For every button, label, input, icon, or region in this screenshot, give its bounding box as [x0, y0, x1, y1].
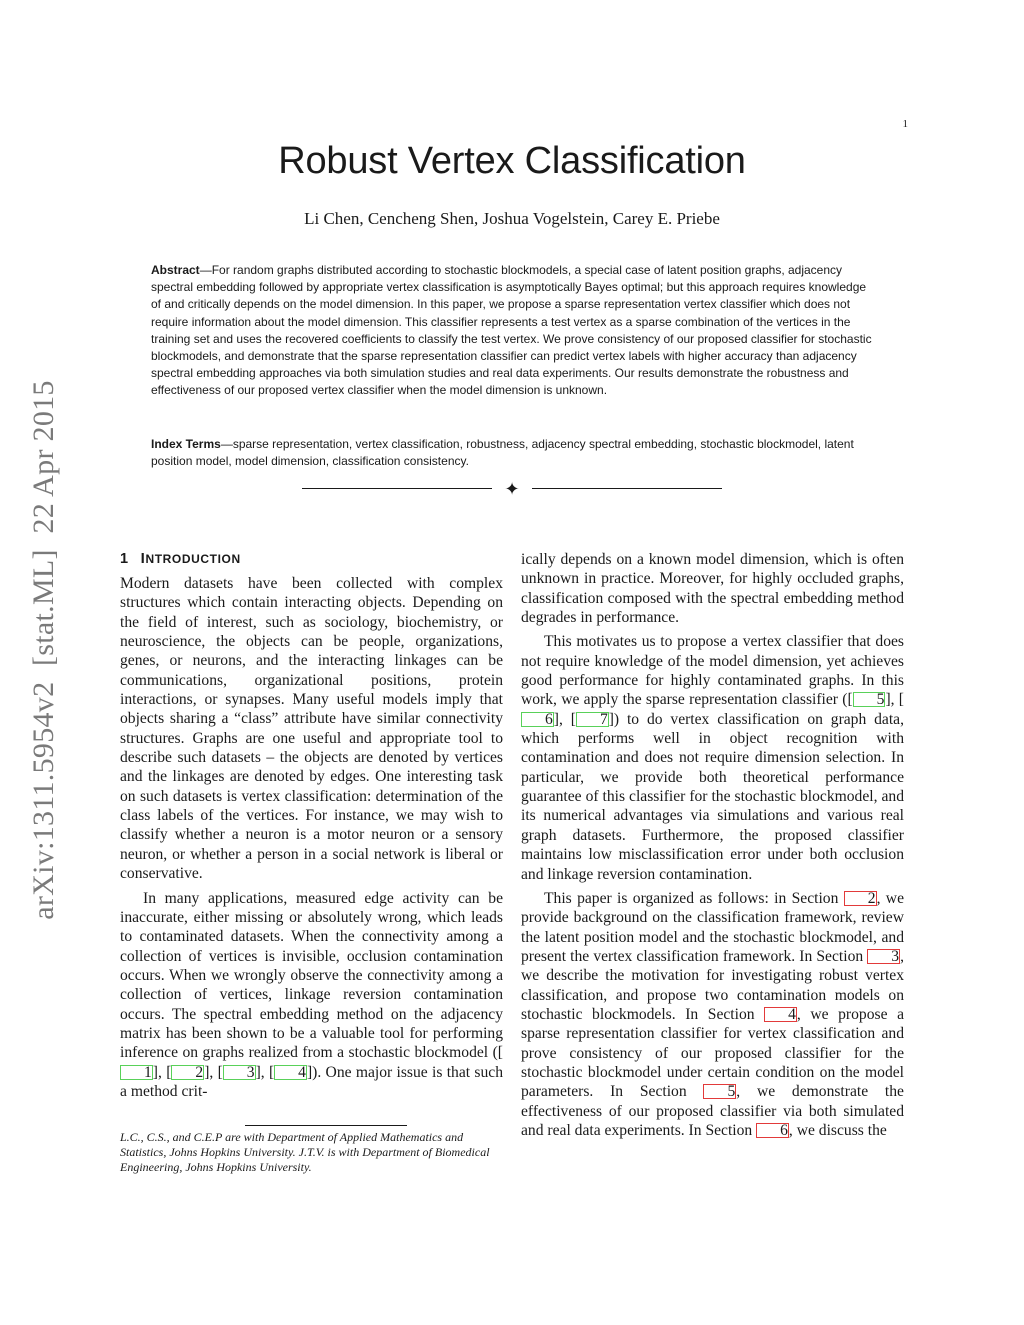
intro-paragraph-2-text: In many applications, measured edge activity can be inaccurate, either missing or absolutely wrong, which leads to contaminated datasets. When the connectivity among a collection of vertices is invisible, occlusion contamination occurs. When we wrongly observe the connectivity among a collection of vertices, linkage reversion contamination occurs. The spectral embedding method on the adjacency matrix has been shown to be a valuable tool for performing inference on graphs realized from a stochastic blockmodel ([	[120, 889, 503, 1062]
section-ref-link[interactable]: 6	[756, 1123, 789, 1138]
outline-text-f: , we discuss the	[788, 1121, 887, 1139]
index-terms	[151, 436, 876, 470]
outline-text-e: , we demonstrate the effectiveness of our proposed classifier via both simulated and real data experiments. In Section	[521, 1083, 904, 1139]
abstract-label: Abstract	[151, 263, 200, 277]
intro-paragraph-1: Modern datasets have been collected with complex structures which contain interacting objects. Depending on the field of interest, such as sociology, biochemistry, or neuroscience, the objects can be people, organizations, genes, or neurons, and the interacting linkages can be communications, organizational positions, protein interactions, or synapses. Many useful models imply that objects sharing a “class” attribute have similar connectivity structures. Graphs are one useful and appropriate tool to describe such datasets – the objects are denoted by vertices and the linkages are denoted by edges. One interesting task on such datasets is vertex classification: determination of the class labels of the vertices. For instance, we may wish to classify whether a neuron is a motor neuron or a sensory neuron, or whether a person in a social network is liberal or conservative.	[120, 575, 503, 883]
intro-paragraph-3: ically depends on a known model dimension, which is often unknown in practice. Moreover, for highly occluded graphs, classification composed with the spectral embedding method degrades in performance.	[521, 551, 904, 627]
separator-rule-right	[532, 488, 722, 489]
citation-link[interactable]: 7	[576, 712, 609, 727]
separator-diamond-icon: ✦	[504, 479, 520, 499]
index-terms-text: —sparse representation, vertex classification, robustness, adjacency spectral embedding, stochastic blockmodel, latent position model, model dimension, classification consistency.	[151, 437, 854, 469]
author-list: Li Chen, Cencheng Shen, Joshua Vogelstein, Carey E. Priebe	[304, 209, 720, 228]
citation-link[interactable]: 4	[274, 1065, 307, 1080]
section-ref-link[interactable]: 4	[764, 1007, 797, 1022]
intro-paragraph-2-tail: ]). One major issue is that such a method crit-	[120, 1063, 503, 1100]
outline-text-a: This paper is organized as follows: in Section	[544, 889, 844, 907]
intro-paragraph-2: In many applications, measured edge activity can be inaccurate, either missing or absolutely wrong, which leads to contaminated datasets. When the connectivity among a collection of vertices is invisible, occlusion contamination occurs. When we wrongly observe the connectivity among a collection of vertices, linkage reversion contamination occurs. The spectral embedding method on the adjacency matrix has been shown to be a valuable tool for performing inference on graphs realized from a stochastic blockmodel ([1], [ 2], [ 3], [ 4]). One major issue is that such a method crit-	[120, 889, 503, 1100]
outline-text-d: , we propose a sparse representation classifier for vertex classification and prove consistency of our proposed classifier for the stochastic blockmodel under certain condition on the model parameters. In Section	[521, 1005, 904, 1101]
intro-paragraph-5	[521, 889, 904, 1140]
affiliation-footnote: L.C., C.S., and C.E.P are with Department of Applied Mathematics and Statistics, Johns Hopkins University. J.T.V. is with Department of Biomedical Engineering, Johns Hopkins University.	[120, 1130, 490, 1175]
section-heading-rest: NTRODUCTION	[145, 552, 241, 566]
section-ref-link[interactable]: 3	[867, 949, 900, 964]
section-heading-introduction	[120, 550, 503, 567]
right-column	[521, 550, 904, 1140]
intro-paragraph-4-tail: ]) to do vertex classification on graph data, which performs well in object recognition with contamination and does not require dimension selection. In particular, we provide both theoretical performance guarantee of this classifier for the stochastic blockmodel, and its numerical advantages via simulations and various real graph datasets. Furthermore, the proposed classifier maintains low misclassification error under both occlusion and linkage reversion contamination.	[521, 710, 904, 883]
outline-text-c: , we describe the motivation for investigating robust vertex classification, and propose two contamination models on stochastic blockmodels. In Section	[521, 947, 904, 1023]
section-ref-link[interactable]: 2	[844, 891, 877, 906]
paper-title: Robust Vertex Classification	[278, 140, 746, 182]
citation-link[interactable]: 3	[223, 1065, 256, 1080]
section-heading-initial: I	[140, 550, 146, 567]
abstract-text: —For random graphs distributed according to stochastic blockmodels, a special case of latent position graphs, adjacency spectral embedding followed by appropriate vertex classification is asymptotically Bayes optimal; but this approach requires knowledge of and critically depends on the model dimension. In this paper, we propose a sparse representation vertex classifier which does not require information about the model dimension. This classifier represents a test vertex as a sparse combination of the vertices in the training set and uses the recovered coefficients to classify the test vertex. We prove consistency of our proposed classifier for stochastic blockmodels, and demonstrate that the sparse representation classifier can predict vertex labels with higher accuracy than adjacency spectral embedding approaches via both simulation studies and real data experiments. Our results demonstrate the robustness and effectiveness of our proposed vertex classifier when the model dimension is unknown.	[151, 263, 872, 398]
section-ref-link[interactable]: 5	[703, 1084, 736, 1099]
section-number: 1	[120, 551, 129, 567]
footnote-rule	[245, 1125, 407, 1126]
abstract	[151, 262, 876, 400]
citation-link[interactable]: 6	[521, 712, 554, 727]
page-number: 1	[902, 118, 908, 130]
intro-paragraph-4: This motivates us to propose a vertex classifier that does not require knowledge of the model dimension, yet achieves good performance for highly contaminated graphs. In this work, we apply the sparse representation classifier ([ 5], [6], [ 7]) to do vertex classification on graph data, which performs well in object recognition with contamination and does not require dimension selection. In particular, we provide both theoretical performance guarantee of this classifier for the stochastic blockmodel, and its numerical advantages via simulations and various real graph datasets. Furthermore, the proposed classifier maintains low misclassification error under both occlusion and linkage reversion contamination.	[521, 633, 905, 883]
left-column	[120, 574, 503, 1101]
citation-link[interactable]: 1	[120, 1065, 153, 1080]
intro-paragraph-4-text: This motivates us to propose a vertex classifier that does not require knowledge of the model dimension, yet achieves good performance for highly contaminated graphs. In this work, we apply the sparse representation classifier ([	[521, 633, 904, 709]
index-terms-label: Index Terms	[151, 437, 221, 451]
outline-text-b: , we provide background on the classification framework, review the latent position model and the stochastic blockmodel, and present the vertex classification framework. In Section	[521, 889, 904, 965]
citation-link[interactable]: 5	[853, 692, 886, 707]
citation-link[interactable]: 2	[171, 1065, 204, 1080]
separator-rule-left	[302, 488, 492, 489]
arxiv-stamp: arXiv:1311.5954v2 [stat.ML] 22 Apr 2015	[27, 380, 60, 920]
